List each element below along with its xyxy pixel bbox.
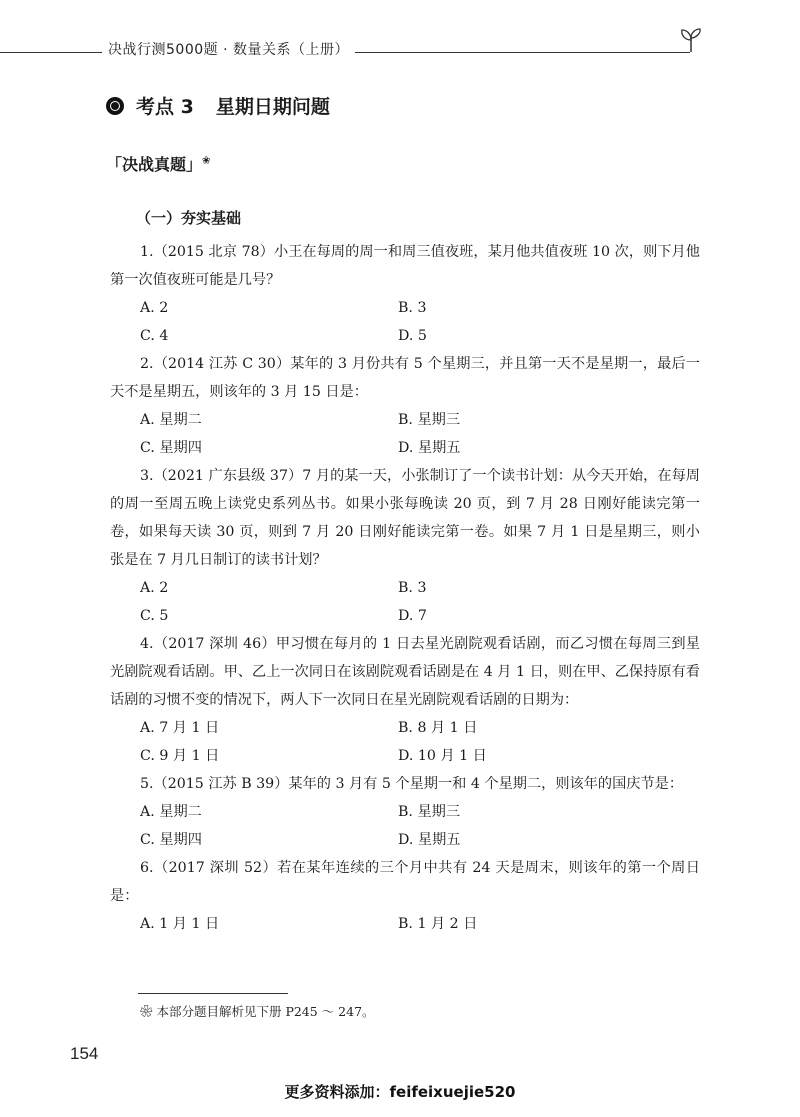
sub-heading: （一）夯实基础 xyxy=(136,209,242,227)
option: C. 星期四 xyxy=(140,832,202,848)
footnote-marker-icon: ❀ xyxy=(202,155,211,167)
option: D. 星期五 xyxy=(398,832,461,848)
options-row xyxy=(110,798,700,826)
section-bullet-icon xyxy=(106,97,124,115)
options-row xyxy=(110,294,700,322)
options-row xyxy=(110,742,700,770)
options-row xyxy=(110,826,700,854)
options-row xyxy=(110,434,700,462)
option: A. 2 xyxy=(140,300,169,316)
options-row xyxy=(110,910,700,938)
option: A. 星期二 xyxy=(140,804,202,820)
option: A. 2 xyxy=(140,580,169,596)
header-title: 决战行测5000题 · 数量关系（上册） xyxy=(102,39,355,59)
option: B. 3 xyxy=(398,580,427,596)
question-2: 2.（2014 江苏 C 30）某年的 3 月份共有 5 个星期三，并且第一天不是星期一，最后一天不是星期五，则该年的 3 月 15 日是： xyxy=(110,356,700,400)
header-rule-left xyxy=(0,52,102,53)
section-heading xyxy=(106,92,330,119)
question-4: 4.（2017 深圳 46）甲习惯在每月的 1 日去星光剧院观看话剧，而乙习惯在每周三到星光剧院观看话剧。甲、乙上一次同日在该剧院观看话剧是在 4 月 1 日，则在甲、乙保持原有看话剧的习惯不变的情况下，两人下一次同日在星光剧院观看话剧的日期为： xyxy=(110,636,700,708)
options-row xyxy=(110,322,700,350)
watermark-text: 更多资料添加：feifeixuejie520 xyxy=(284,1083,516,1101)
option: D. 星期五 xyxy=(398,440,461,456)
page-number: 154 xyxy=(70,1044,99,1063)
options-row xyxy=(110,406,700,434)
option: B. 8 月 1 日 xyxy=(398,720,478,736)
box-title xyxy=(106,152,210,175)
option: A. 7 月 1 日 xyxy=(140,720,220,736)
footnote-rule xyxy=(138,993,288,994)
question-5: 5.（2015 江苏 B 39）某年的 3 月有 5 个星期一和 4 个星期二，则该年的国庆节是： xyxy=(140,776,684,792)
question-list xyxy=(110,238,700,938)
options-row xyxy=(110,714,700,742)
option: D. 5 xyxy=(398,328,427,344)
option: C. 4 xyxy=(140,328,169,344)
footnote: ❀ 本部分题目解析见下册 P245 ～ 247。 xyxy=(140,1004,375,1019)
options-row xyxy=(110,574,700,602)
box-title-text: 「决战真题」 xyxy=(106,155,203,174)
option: B. 3 xyxy=(398,300,427,316)
sprout-icon xyxy=(676,24,706,54)
option: B. 星期三 xyxy=(398,412,461,428)
option: D. 7 xyxy=(398,608,427,624)
options-row xyxy=(110,602,700,630)
header-rule-right xyxy=(330,52,690,53)
option: A. 星期二 xyxy=(140,412,202,428)
option: C. 星期四 xyxy=(140,440,202,456)
question-6: 6.（2017 深圳 52）若在某年连续的三个月中共有 24 天是周末，则该年的第一个周日是： xyxy=(110,860,700,904)
option: B. 1 月 2 日 xyxy=(398,916,478,932)
option: B. 星期三 xyxy=(398,804,461,820)
section-title: 星期日期问题 xyxy=(215,96,330,118)
option: C. 9 月 1 日 xyxy=(140,748,220,764)
question-1: 1.（2015 北京 78）小王在每周的周一和周三值夜班，某月他共值夜班 10 次，则下月他第一次值夜班可能是几号？ xyxy=(110,244,700,288)
section-label: 考点 3 xyxy=(136,96,194,118)
option: C. 5 xyxy=(140,608,169,624)
question-3: 3.（2021 广东县级 37）7 月的某一天，小张制订了一个读书计划：从今天开始，在每周的周一至周五晚上读党史系列丛书。如果小张每晚读 20 页，到 7 月 28 日刚好能读完第一卷，如果每天读 30 页，则到 7 月 20 日刚好能读完第一卷。如果 7 月 1 日是星期三，则小张是在 7 月几日制订的读书计划？ xyxy=(110,468,700,568)
option: A. 1 月 1 日 xyxy=(140,916,220,932)
option: D. 10 月 1 日 xyxy=(398,748,487,764)
